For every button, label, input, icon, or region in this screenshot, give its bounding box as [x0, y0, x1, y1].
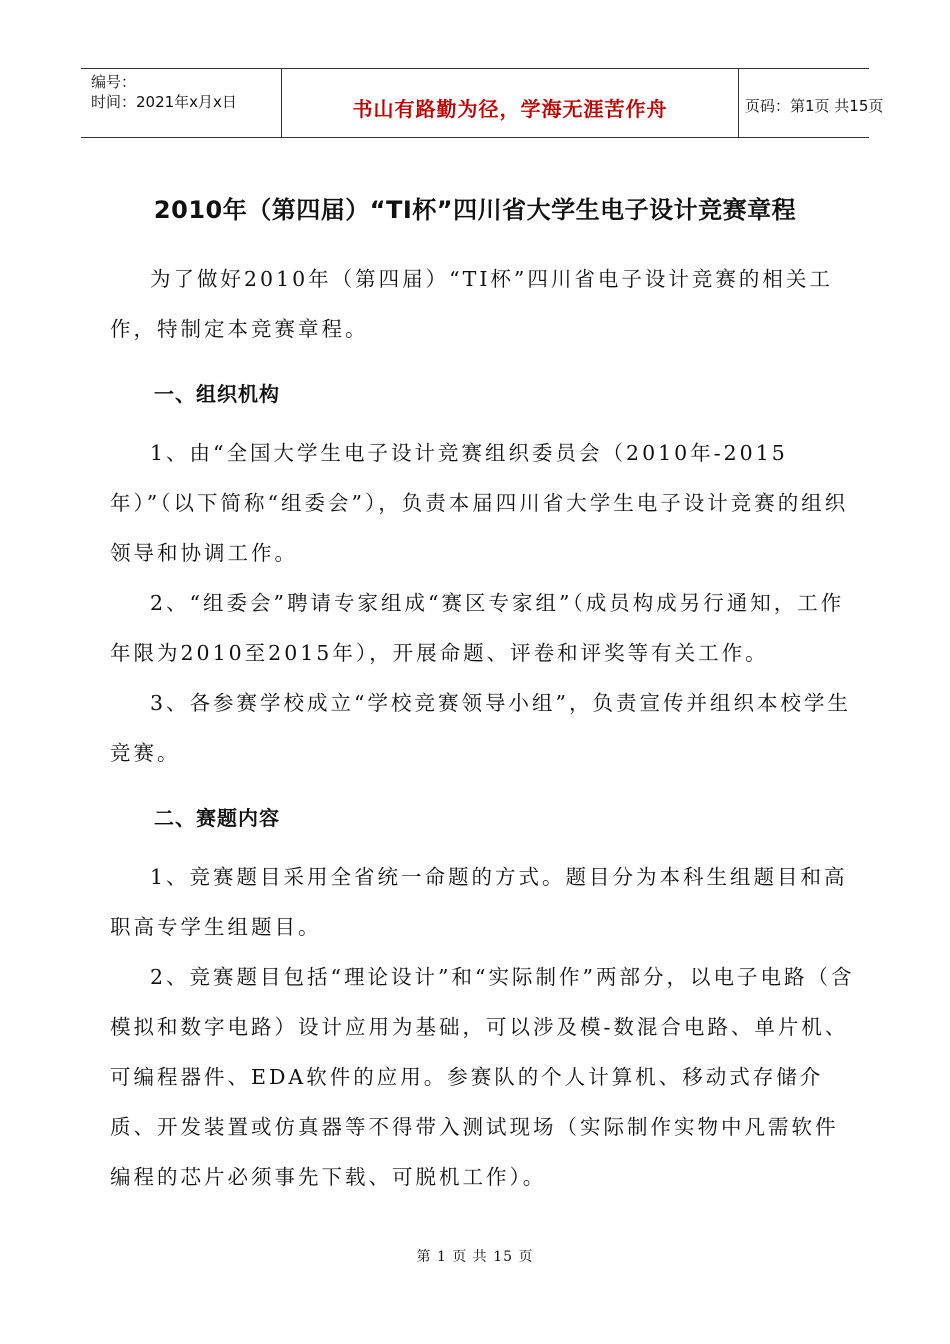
organization-paragraph-3: [110, 678, 855, 778]
organization-text-1: 1、由“全国大学生电子设计竞赛组织委员会（2010年-2015年）”（以下简称“组委会”），负责本届四川省大学生电子设计竞赛的组织领导和协调工作。: [110, 441, 849, 565]
intro-paragraph: [110, 254, 855, 354]
intro-text: 为了做好2010年（第四届）“TI杯”四川省电子设计竞赛的相关工作，特制定本竞赛章程。: [110, 267, 833, 341]
organization-paragraph-2: [110, 578, 855, 678]
page-header: [81, 68, 884, 138]
header-page-code: 页码：第1页 共15页: [745, 97, 884, 115]
organization-paragraph-1: [110, 428, 855, 578]
section-heading-topics: 二、赛题内容: [154, 806, 280, 830]
header-meta-cell: [81, 69, 281, 137]
header-motto: 书山有路勤为径，学海无涯苦作舟: [352, 97, 668, 121]
organization-text-2: 2、“组委会”聘请专家组成“赛区专家组”（成员构成另行通知，工作年限为2010至2015年），开展命题、评卷和评奖等有关工作。: [110, 591, 845, 665]
document-title: 2010年（第四届）“TI杯”四川省大学生电子设计竞赛章程: [153, 196, 797, 224]
topics-paragraph-2: [110, 952, 855, 1202]
section-heading-organization: 一、组织机构: [154, 382, 280, 406]
page-footer: 第 1 页 共 15 页: [416, 1249, 534, 1265]
document-date: 时间：2021年x月x日: [91, 93, 237, 111]
header-motto-cell: [281, 69, 739, 137]
topics-text-1: 1、竞赛题目采用全省统一命题的方式。题目分为本科生组题目和高职高专学生组题目。: [110, 865, 848, 939]
header-page-cell: [739, 69, 884, 137]
document-number-label: 编号：: [91, 73, 137, 91]
organization-text-3: 3、各参赛学校成立“学校竞赛领导小组”，负责宣传并组织本校学生竞赛。: [110, 691, 852, 765]
topics-text-2: 2、竞赛题目包括“理论设计”和“实际制作”两部分，以电子电路（含模拟和数字电路）设计应用为基础，可以涉及模-数混合电路、单片机、可编程器件、EDA软件的应用。参赛队的个人计算机、移动式存储介质、开发装置或仿真器等不得带入测试现场（实际制作实物中凡需软件编程的芯片必须事先下载、可脱机工作）。: [110, 965, 855, 1189]
topics-paragraph-1: [110, 852, 855, 952]
